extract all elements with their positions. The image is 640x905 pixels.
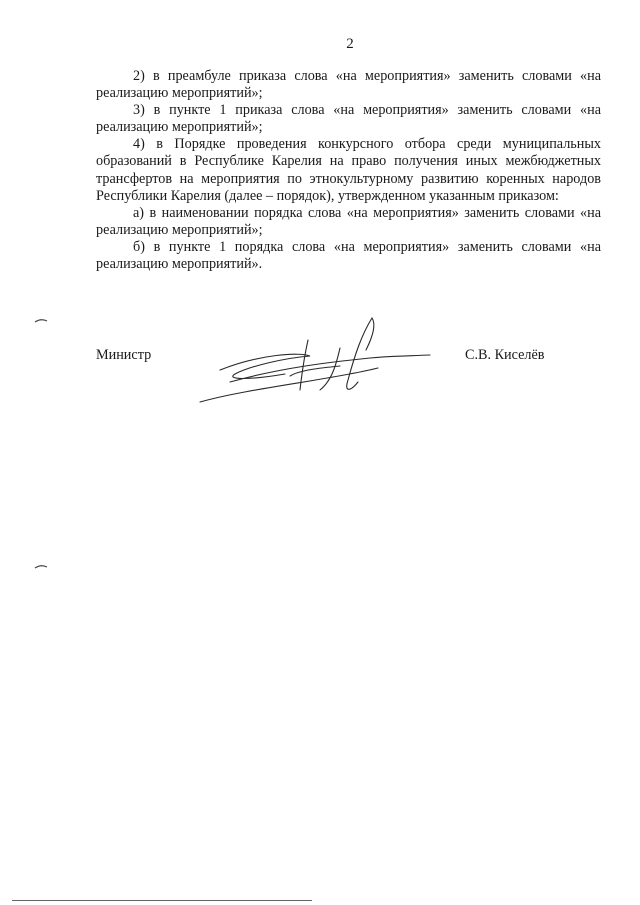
scan-hole-mark-bottom (34, 564, 48, 570)
paragraph-4: 4) в Порядке проведения конкурсного отбора среди муниципальных образований в Республике Карелия на право получения иных межбюджетных трансфертов на мероприятия по этнокультурному развитию коренных народов Республики Карелия (далее – порядок), утвержденном указанным приказом: (96, 136, 601, 204)
scan-hole-mark-top (34, 318, 48, 324)
document-body (96, 68, 601, 273)
signatory-title: Министр (96, 347, 152, 363)
paragraph-3: 3) в пункте 1 приказа слова «на мероприятия» заменить словами «на реализацию мероприятий»; (96, 102, 601, 136)
paragraph-2: 2) в преамбуле приказа слова «на мероприятия» заменить словами «на реализацию мероприятий»; (96, 68, 601, 102)
page-number: 2 (346, 36, 354, 52)
paragraph-4a: а) в наименовании порядка слова «на мероприятия» заменить словами «на реализацию мероприятий»; (96, 204, 601, 238)
bottom-edge-line (12, 900, 312, 901)
signature-block (0, 300, 640, 430)
paragraph-4b: б) в пункте 1 порядка слова «на мероприятия» заменить словами «на реализацию мероприятий». (96, 238, 601, 273)
handwritten-signature (190, 310, 450, 410)
signatory-name: С.В. Киселёв (465, 347, 545, 363)
